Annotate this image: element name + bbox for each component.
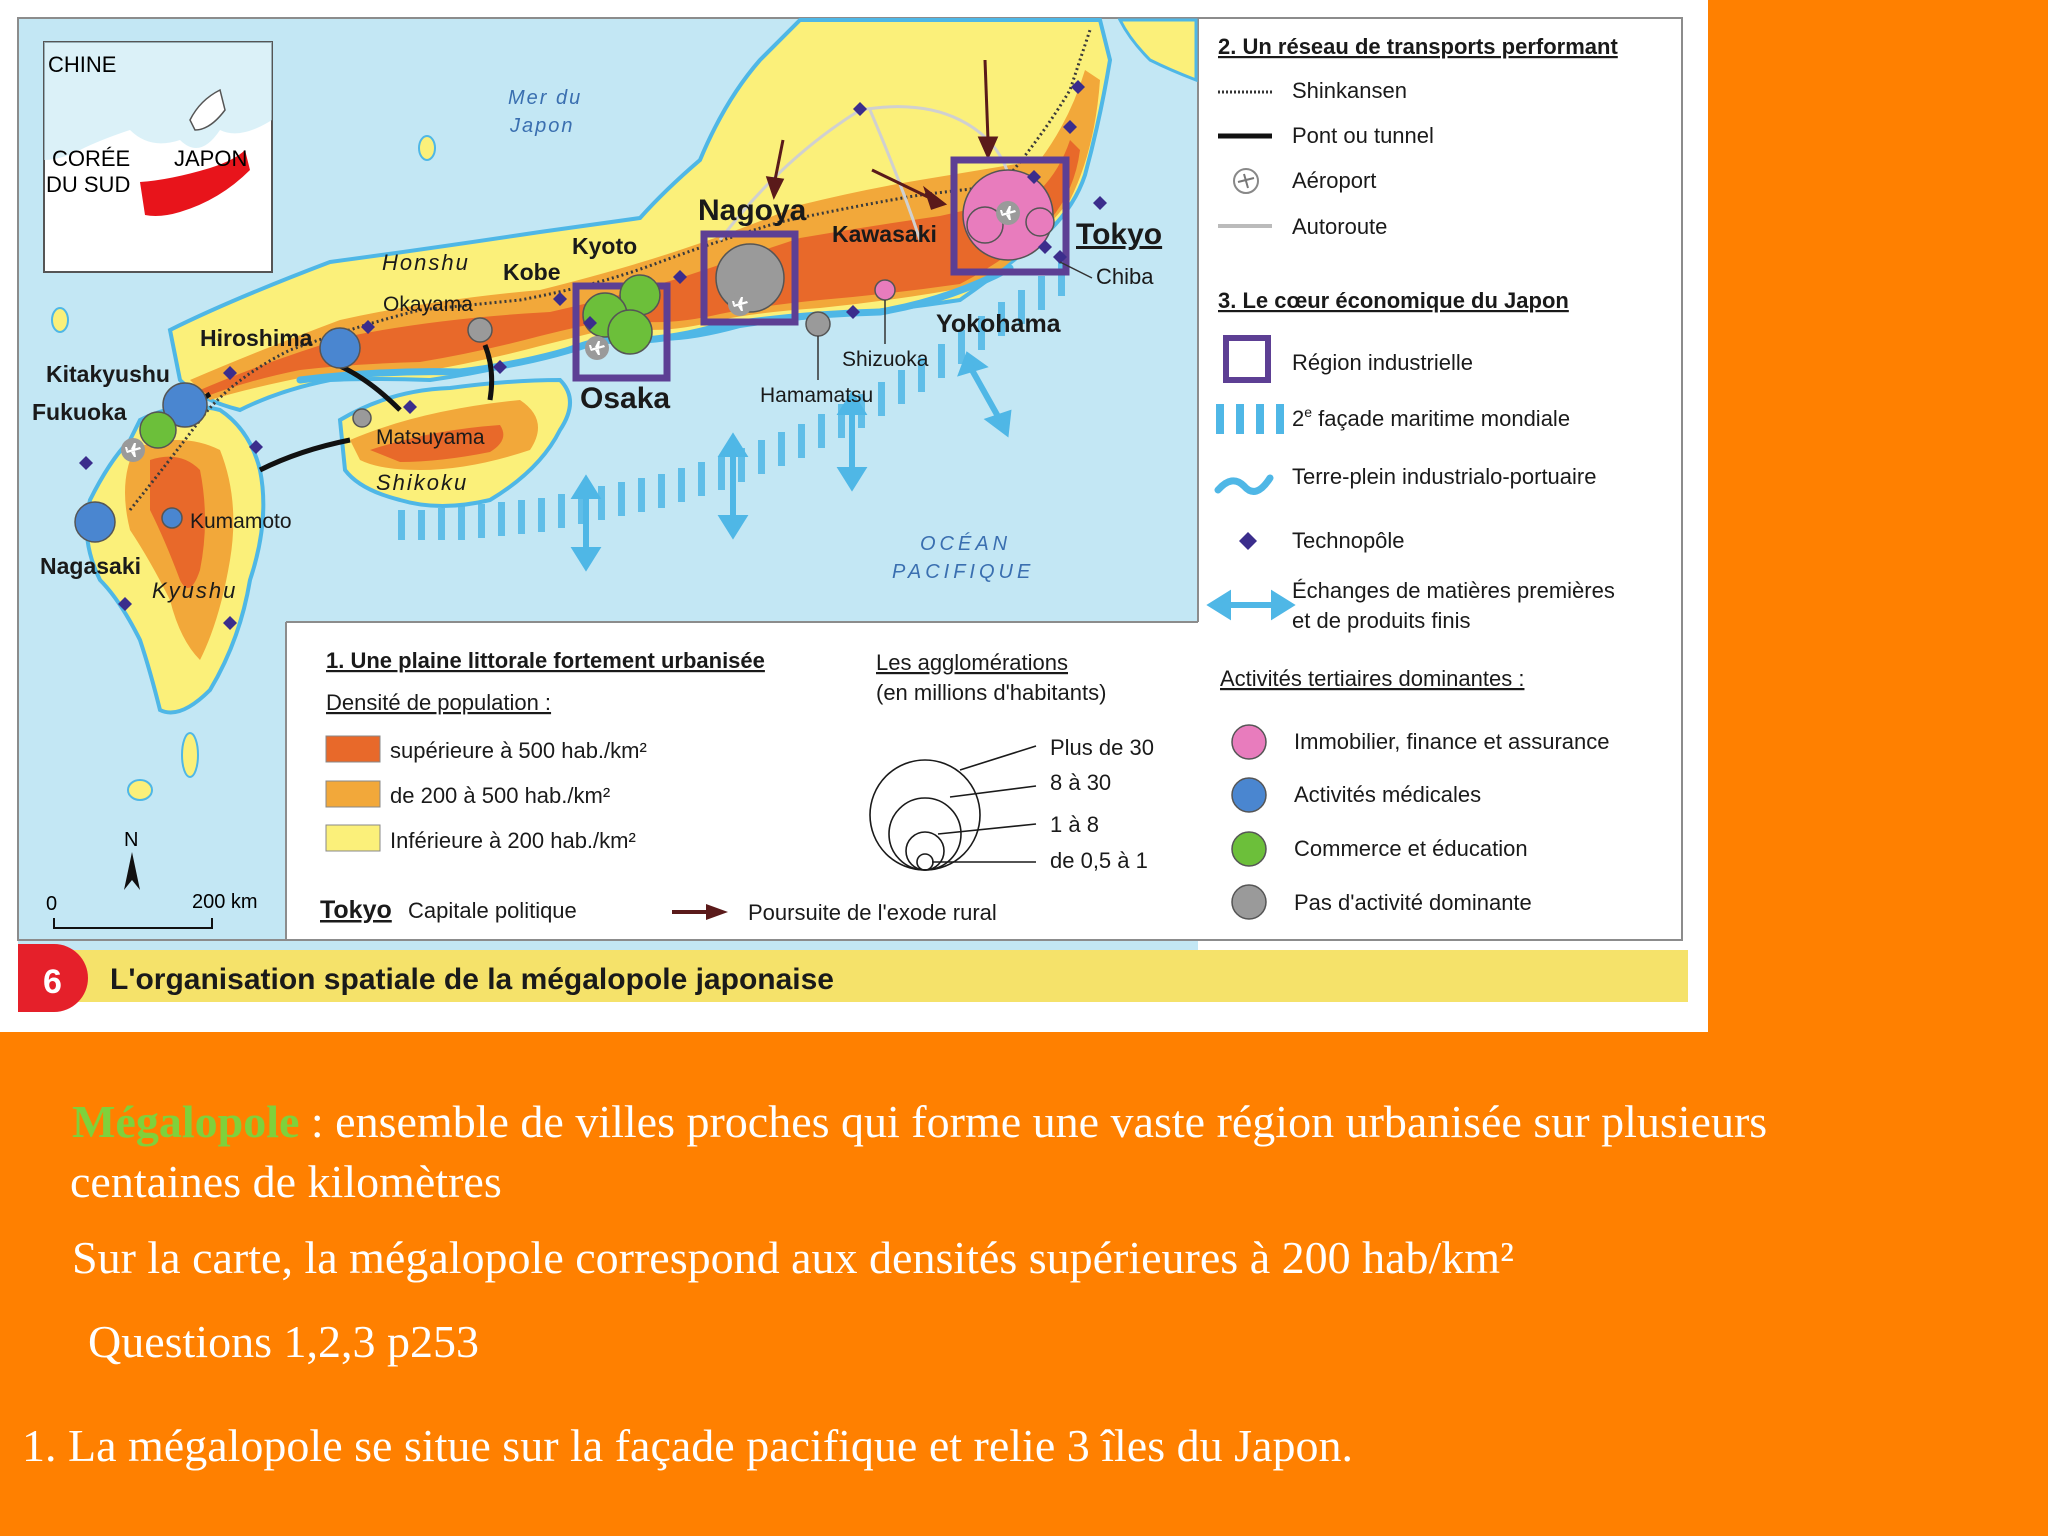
city-label-nagasaki: Nagasaki bbox=[40, 553, 142, 579]
legend-shinkansen: Shinkansen bbox=[1292, 78, 1407, 103]
legend-density-title: Densité de population : bbox=[326, 690, 552, 715]
legend-density-mid: de 200 à 500 hab./km² bbox=[390, 783, 611, 808]
answer-1: 1. La mégalopole se situe sur la façade pacifique et relie 3 îles du Japon. bbox=[22, 1420, 1353, 1471]
legend-facade: 2e façade maritime mondiale bbox=[1292, 404, 1571, 431]
island-label-kyushu: Kyushu bbox=[152, 578, 238, 603]
legend-landfill: Terre-plein industrialo-portuaire bbox=[1292, 464, 1597, 489]
map-footer bbox=[18, 944, 1688, 1012]
inset-map bbox=[44, 42, 272, 272]
legend-none: Pas d'activité dominante bbox=[1294, 890, 1532, 915]
legend-tertiary-title: Activités tertiaires dominantes : bbox=[1220, 666, 1525, 691]
definition-term: Mégalopole bbox=[72, 1096, 300, 1147]
map-title: L'organisation spatiale de la mégalopole japonaise bbox=[110, 963, 834, 996]
city-label-kyoto: Kyoto bbox=[572, 233, 638, 259]
legend-commerce: Commerce et éducation bbox=[1294, 836, 1528, 861]
questions-reference: Questions 1,2,3 p253 bbox=[88, 1316, 479, 1367]
sea-label-japan-1: Mer du bbox=[508, 87, 583, 109]
legend-agglo-2: 8 à 30 bbox=[1050, 770, 1112, 795]
density-statement: Sur la carte, la mégalopole correspond aux densités supérieures à 200 hab/km² bbox=[72, 1232, 1514, 1283]
legend-exchanges-2: et de produits finis bbox=[1292, 608, 1471, 633]
scale-distance: 200 km bbox=[192, 891, 258, 913]
definition-text bbox=[72, 1092, 2032, 1152]
city-label-chiba: Chiba bbox=[1096, 264, 1154, 289]
city-label-yokohama: Yokohama bbox=[936, 310, 1061, 338]
city-label-nagoya: Nagoya bbox=[698, 194, 807, 227]
legend-density-low: Inférieure à 200 hab./km² bbox=[390, 828, 636, 853]
legend-density-high: supérieure à 500 hab./km² bbox=[390, 738, 647, 763]
legend-highway: Autoroute bbox=[1292, 214, 1388, 239]
island-label-honshu: Honshu bbox=[382, 250, 470, 275]
legend-agglo-sub: (en millions d'habitants) bbox=[876, 680, 1107, 705]
legend-agglo-1: Plus de 30 bbox=[1050, 735, 1154, 760]
legend-core-title: 3. Le cœur économique du Japon bbox=[1218, 288, 1569, 313]
legend-agglo-4: de 0,5 à 1 bbox=[1050, 848, 1148, 873]
city-label-osaka: Osaka bbox=[580, 382, 671, 415]
legend-exodus: Poursuite de l'exode rural bbox=[748, 900, 997, 925]
legend-exchanges-1: Échanges de matières premières bbox=[1292, 578, 1615, 603]
city-label-hiroshima: Hiroshima bbox=[200, 325, 313, 351]
city-label-kobe: Kobe bbox=[503, 259, 561, 285]
sea-label-japan-2: Japon bbox=[510, 115, 575, 137]
legend-medical: Activités médicales bbox=[1294, 782, 1482, 807]
legend-plain-title: 1. Une plaine littorale fortement urbanisée bbox=[326, 648, 765, 673]
scale-zero: 0 bbox=[46, 893, 58, 915]
city-label-hamamatsu: Hamamatsu bbox=[760, 384, 874, 407]
legend-industrial: Région industrielle bbox=[1292, 350, 1473, 375]
legend-technopole: Technopôle bbox=[1292, 528, 1405, 553]
legend-capital-name: Tokyo bbox=[320, 896, 392, 924]
legend-transport-title: 2. Un réseau de transports performant bbox=[1218, 34, 1618, 59]
north-label: N bbox=[124, 829, 139, 851]
city-label-fukuoka: Fukuoka bbox=[32, 399, 127, 425]
legend-agglo-title: Les agglomérations bbox=[876, 650, 1069, 675]
inset-label-korea-2: DU SUD bbox=[46, 172, 131, 197]
city-label-shizuoka: Shizuoka bbox=[842, 348, 929, 371]
legend-bridge: Pont ou tunnel bbox=[1292, 123, 1434, 148]
legend-airport: Aéroport bbox=[1292, 168, 1377, 193]
inset-label-china: CHINE bbox=[48, 52, 117, 77]
sea-label-pacific-2: PACIFIQUE bbox=[892, 561, 1035, 583]
definition-line1: : ensemble de villes proches qui forme une vaste région urbanisée sur plusieurs bbox=[299, 1096, 1768, 1147]
city-label-tokyo: Tokyo bbox=[1076, 218, 1163, 251]
city-label-matsuyama: Matsuyama bbox=[376, 426, 485, 449]
legend-finance: Immobilier, finance et assurance bbox=[1294, 729, 1610, 754]
city-label-kumamoto: Kumamoto bbox=[190, 510, 292, 533]
island-label-shikoku: Shikoku bbox=[376, 470, 469, 495]
legend-capital-label: Capitale politique bbox=[408, 898, 577, 923]
definition-line2: centaines de kilomètres bbox=[70, 1156, 502, 1207]
figure-number: 6 bbox=[43, 963, 62, 1001]
legend-agglo-3: 1 à 8 bbox=[1050, 812, 1099, 837]
city-label-okayama: Okayama bbox=[383, 293, 473, 316]
inset-label-korea-1: CORÉE bbox=[52, 146, 131, 171]
sea-label-pacific-1: OCÉAN bbox=[920, 533, 1012, 555]
city-label-kitakyushu: Kitakyushu bbox=[46, 361, 170, 387]
city-label-kawasaki: Kawasaki bbox=[832, 221, 937, 247]
inset-label-japan: JAPON bbox=[174, 146, 248, 171]
